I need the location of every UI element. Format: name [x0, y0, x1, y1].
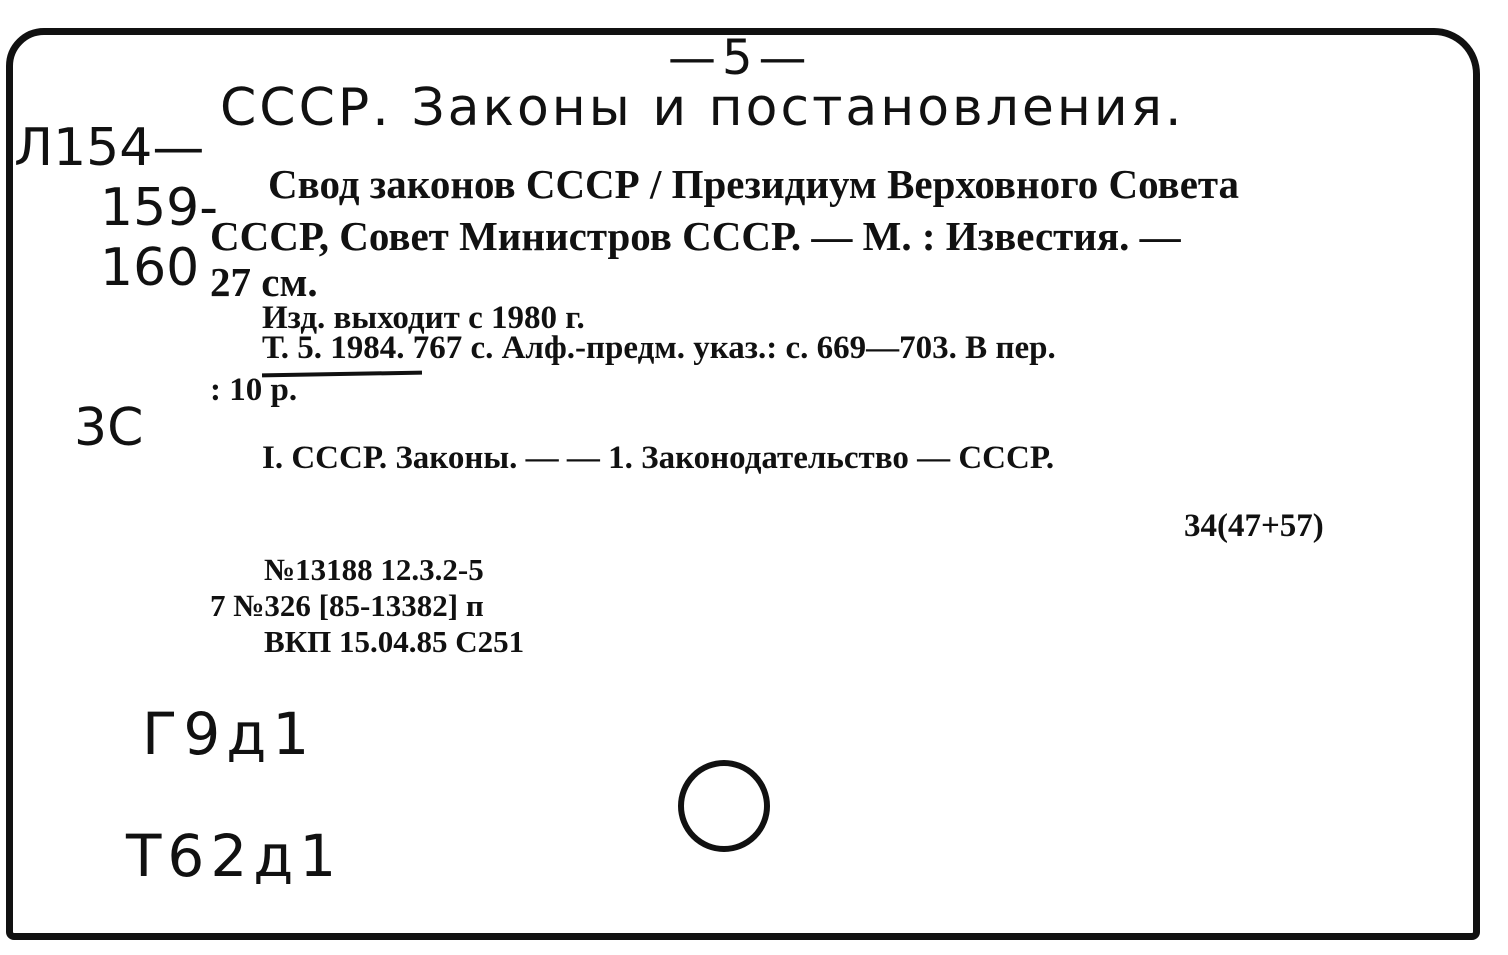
record-line: Изд. выходит с 1980 г. — [262, 300, 585, 336]
admin-line: ВКП 15.04.85 С251 — [264, 624, 525, 659]
call-number-line: 160 — [100, 238, 200, 298]
classification-index: 34(47+57) — [1184, 508, 1324, 544]
record-line: : 10 р. — [210, 372, 298, 408]
card-heading: СССР. Законы и постановления. — [220, 78, 1185, 138]
record-line: Свод законов СССР / Президиум Верховного Совета — [268, 161, 1240, 207]
record-line: Т. 5. 1984. 767 с. Алф.-предм. указ.: с. 669—703. В пер. — [262, 330, 1056, 366]
subject-headings: I. СССР. Законы. — — 1. Законодательство — СССР. — [262, 440, 1055, 476]
admin-line: №13188 12.3.2-5 — [264, 552, 484, 587]
admin-line: 7 №326 [85-13382] п — [210, 588, 484, 623]
record-line: 27 см. — [210, 259, 318, 305]
record-line: СССР, Совет Министров СССР. — М. : Известия. — — [210, 213, 1181, 259]
side-mark: 3С — [74, 398, 144, 458]
shelf-code: Г9д1 — [142, 700, 316, 768]
call-number-line: 159- — [100, 178, 219, 238]
punch-hole — [678, 760, 770, 852]
shelf-code: Т62д1 — [126, 822, 343, 890]
call-number — [14, 118, 218, 298]
call-number-line: Л154— — [14, 118, 205, 178]
page-number: —5— — [668, 30, 813, 86]
